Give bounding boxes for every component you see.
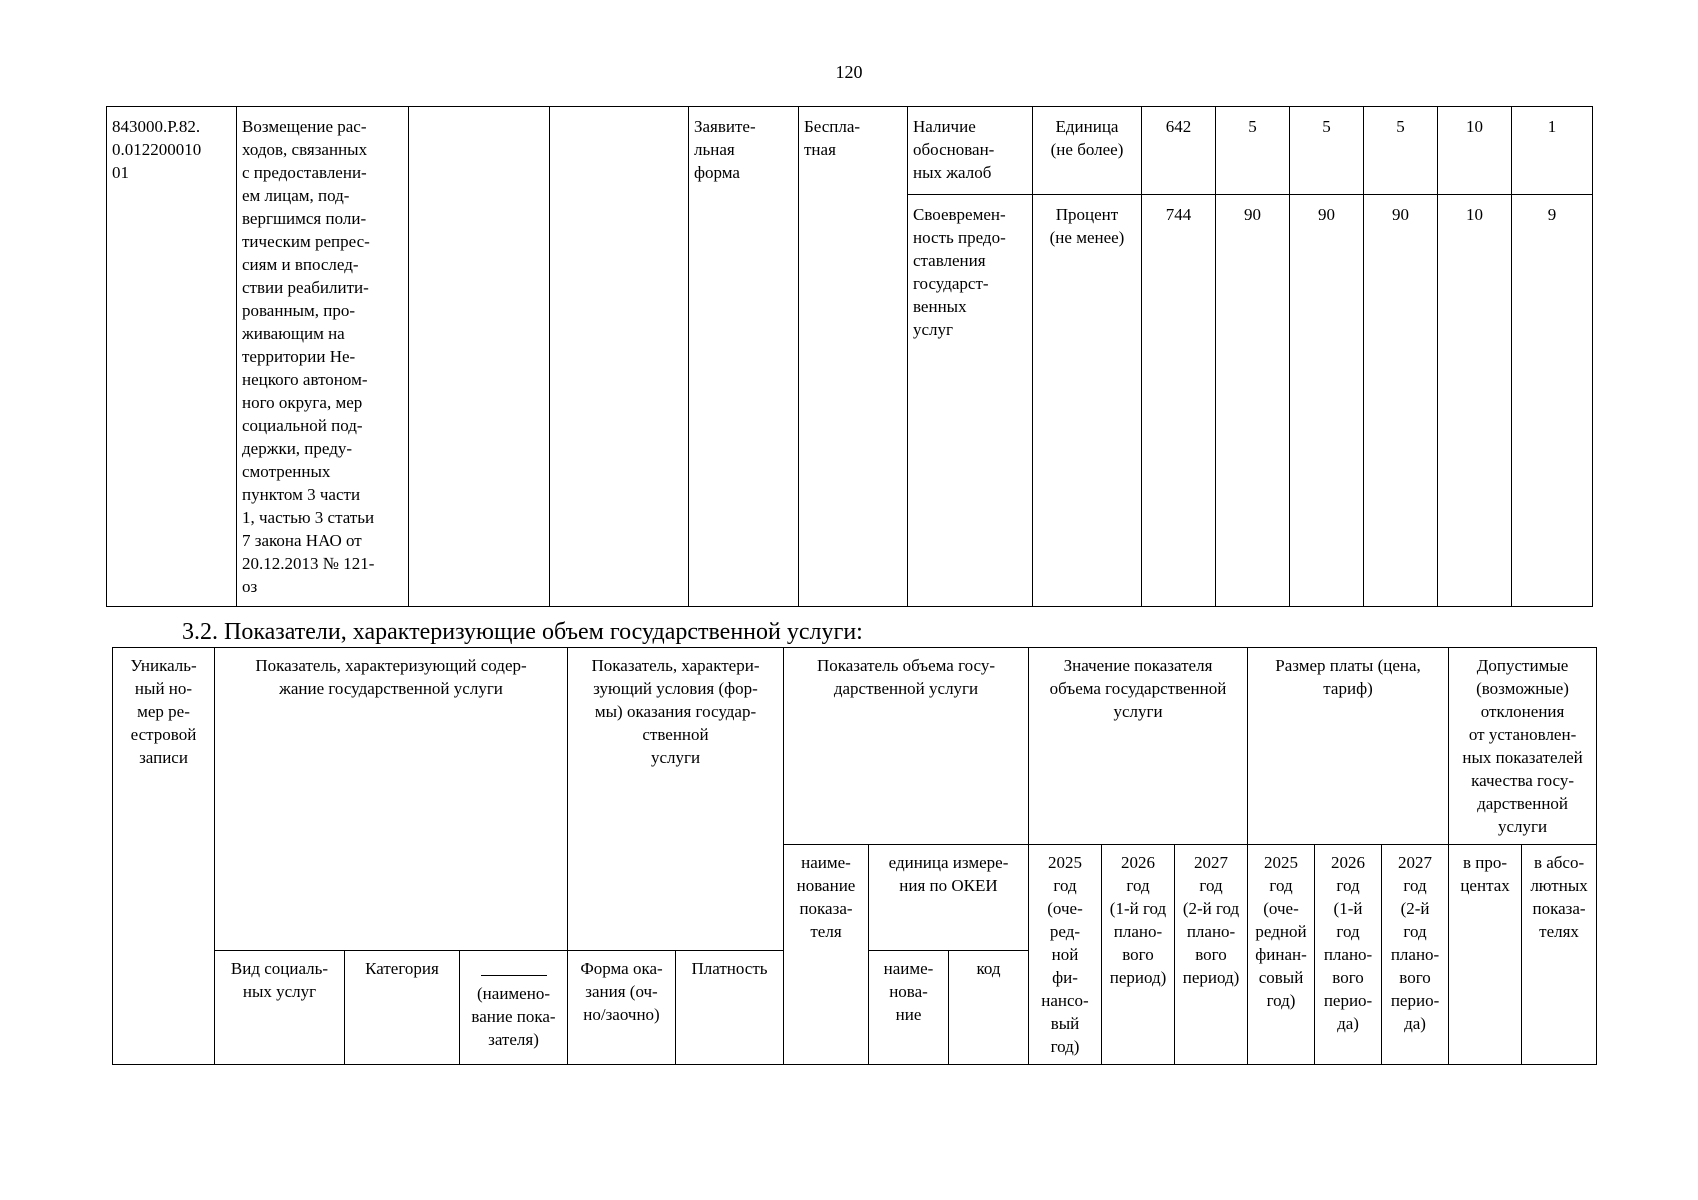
value-2025: 90 <box>1216 194 1290 606</box>
value-2025-header: 2025 год (оче- ред- ной фи- нансо- вый год) <box>1029 845 1102 1065</box>
service-type-header: Вид социаль- ных услуг <box>215 950 345 1064</box>
content-indicator-header: Показатель, характеризующий содер- жание государственной услуги <box>215 648 568 951</box>
page-number: 120 <box>835 62 863 82</box>
blank-indicator-label: (наимено- вание пока- зателя) <box>471 983 556 1049</box>
okei-code: 744 <box>1142 194 1216 606</box>
value-2026: 90 <box>1290 194 1364 606</box>
blank-indicator-header <box>460 950 568 1064</box>
section-title: 3.2. Показатели, характеризующие объем государственной услуги: <box>182 619 863 645</box>
indicator-name: Своевремен- ность предо- ставления государст- венных услуг <box>908 194 1033 606</box>
table-row <box>107 107 1593 195</box>
header-row <box>113 648 1597 845</box>
deviation-percent: 10 <box>1438 107 1512 195</box>
value-2027: 90 <box>1364 194 1438 606</box>
indicator-name: Наличие обоснован- ных жалоб <box>908 107 1033 195</box>
fee-header: Размер платы (цена, тариф) <box>1248 648 1449 845</box>
volume-indicator-header: Показатель объема госу- дарственной услуги <box>784 648 1029 845</box>
deviation-absolute: 9 <box>1512 194 1593 606</box>
value-2027-header: 2027 год (2-й год плано- вого период) <box>1175 845 1248 1065</box>
volume-value-header: Значение показателя объема государственной услуги <box>1029 648 1248 845</box>
empty-cell <box>409 107 550 607</box>
service-form: Заявите- льная форма <box>689 107 799 607</box>
fee-2026-header: 2026 год (1-й год плано- вого перио- да) <box>1315 845 1382 1065</box>
form-header: Форма ока- зания (оч- но/заочно) <box>568 950 676 1064</box>
blank-line <box>481 975 547 976</box>
service-name: Возмещение рас- ходов, связанных с предоставлени- ем лицам, под- вергшимся поли- тическим репрес- сиям и впослед- ствии реабилити- рованным, про- живающим на территории Не- нецкого автоном- ного округа, мер социальной под- держки, преду- смотренных пунктом 3 части 1, частью 3 статьи 7 закона НАО от 20.12.2013 № 121- оз <box>237 107 409 607</box>
unique-number-header: Уникаль- ный но- мер ре- естровой записи <box>113 648 215 1065</box>
unit-code-header: код <box>949 950 1029 1064</box>
fee-2025-header: 2025 год (оче- редной финан- совый год) <box>1248 845 1315 1065</box>
unit-name: Единица (не более) <box>1033 107 1142 195</box>
unit-name: Процент (не менее) <box>1033 194 1142 606</box>
condition-indicator-header: Показатель, характери- зующий условия (фор- мы) оказания государ- ственной услуги <box>568 648 784 951</box>
unit-okei-header: единица измере- ния по ОКЕИ <box>869 845 1029 951</box>
value-2027: 5 <box>1364 107 1438 195</box>
category-header: Категория <box>345 950 460 1064</box>
deviation-absolute: 1 <box>1512 107 1593 195</box>
deviation-percent-header: в про- центах <box>1449 845 1522 1065</box>
service-payment: Беспла- тная <box>799 107 908 607</box>
value-2025: 5 <box>1216 107 1290 195</box>
value-2026: 5 <box>1290 107 1364 195</box>
registry-code: 843000.Р.82. 0.012200010 01 <box>107 107 237 607</box>
indicator-name-header: наиме- нование показа- теля <box>784 845 869 1065</box>
quality-indicators-table <box>106 106 1593 607</box>
volume-indicators-table <box>112 647 1597 1065</box>
deviation-absolute-header: в абсо- лютных показа- телях <box>1522 845 1597 1065</box>
deviations-header: Допустимые (возможные) отклонения от установлен- ных показателей качества госу- дарственной услуги <box>1449 648 1597 845</box>
value-2026-header: 2026 год (1-й год плано- вого период) <box>1102 845 1175 1065</box>
deviation-percent: 10 <box>1438 194 1512 606</box>
unit-name-header: наиме- нова- ние <box>869 950 949 1064</box>
fee-2027-header: 2027 год (2-й год плано- вого перио- да) <box>1382 845 1449 1065</box>
payment-header: Платность <box>676 950 784 1064</box>
empty-cell <box>550 107 689 607</box>
okei-code: 642 <box>1142 107 1216 195</box>
